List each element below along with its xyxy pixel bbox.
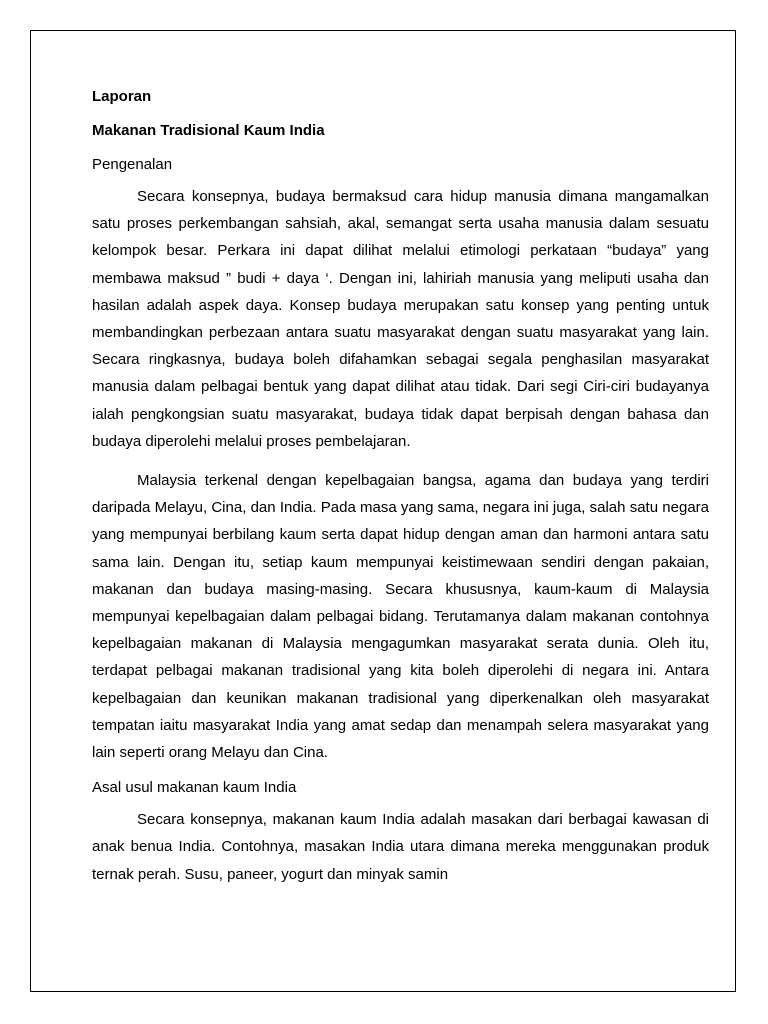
document-content	[92, 87, 709, 900]
section-heading-asal-usul: Asal usul makanan kaum India	[92, 779, 297, 797]
section-heading-pengenalan: Pengenalan	[92, 156, 173, 173]
paragraph: Secara konsepnya, makanan kaum India adalah masakan dari berbagai kawasan di anak benua India. Contohnya, masakan India utara dimana mereka menggunakan produk ternak perah. Susu, paneer, yogurt dan minyak samin	[92, 811, 709, 883]
paragraph: Malaysia terkenal dengan kepelbagaian bangsa, agama dan budaya yang terdiri daripada Melayu, Cina, dan India. Pada masa yang sama, negara ini juga, salah satu negara yang mempunyai berbilang kaum serta dapat hidup dengan aman dan harmoni antara satu sama lain. Dengan itu, setiap kaum mempunyai keistimewaan sendiri dengan pakaian, makanan dan budaya masing-masing. Secara khususnya, kaum-kaum di Malaysia mempunyai kepelbagaian dalam pelbagai bidang. Terutamanya dalam makanan contohnya kepelbagaian makanan di Malaysia mengagumkan masyarakat serata dunia. Oleh itu, terdapat pelbagai makanan tradisional yang kita boleh diperolehi di negara ini. Antara kepelbagaian dan keunikan makanan tradisional yang diperkenalkan oleh masyarakat tempatan iaitu masyarakat India yang amat sedap dan menampah selera masyarakat yang lain seperti orang Melayu dan Cina.	[92, 472, 709, 762]
document-subtitle: Makanan Tradisional Kaum India	[92, 122, 325, 139]
document-title: Laporan	[92, 88, 152, 105]
paragraph: Secara konsepnya, budaya bermaksud cara hidup manusia dimana mangamalkan satu proses perkembangan sahsiah, akal, semangat serta usaha manusia dalam sesuatu kelompok besar. Perkara ini dapat dilihat melalui etimologi perkataan “budaya” yang membawa maksud ” budi + daya ‘. Dengan ini, lahiriah manusia yang meliputi usaha dan hasilan adalah aspek daya. Konsep budaya merupakan satu konsep yang penting untuk membandingkan perbezaan antara suatu masyarakat dengan suatu masyarakat yang lain. Secara ringkasnya, budaya boleh difahamkan sebagai segala penghasilan masyarakat manusia dalam pelbagai bentuk yang dapat dilihat atau tidak. Dari segi Ciri-ciri budayanya ialah pengkongsian suatu masyarakat, budaya tidak dapat berpisah dengan bahasa dan budaya diperolehi melalui proses pembelajaran.	[92, 188, 709, 450]
document-page	[30, 30, 736, 992]
